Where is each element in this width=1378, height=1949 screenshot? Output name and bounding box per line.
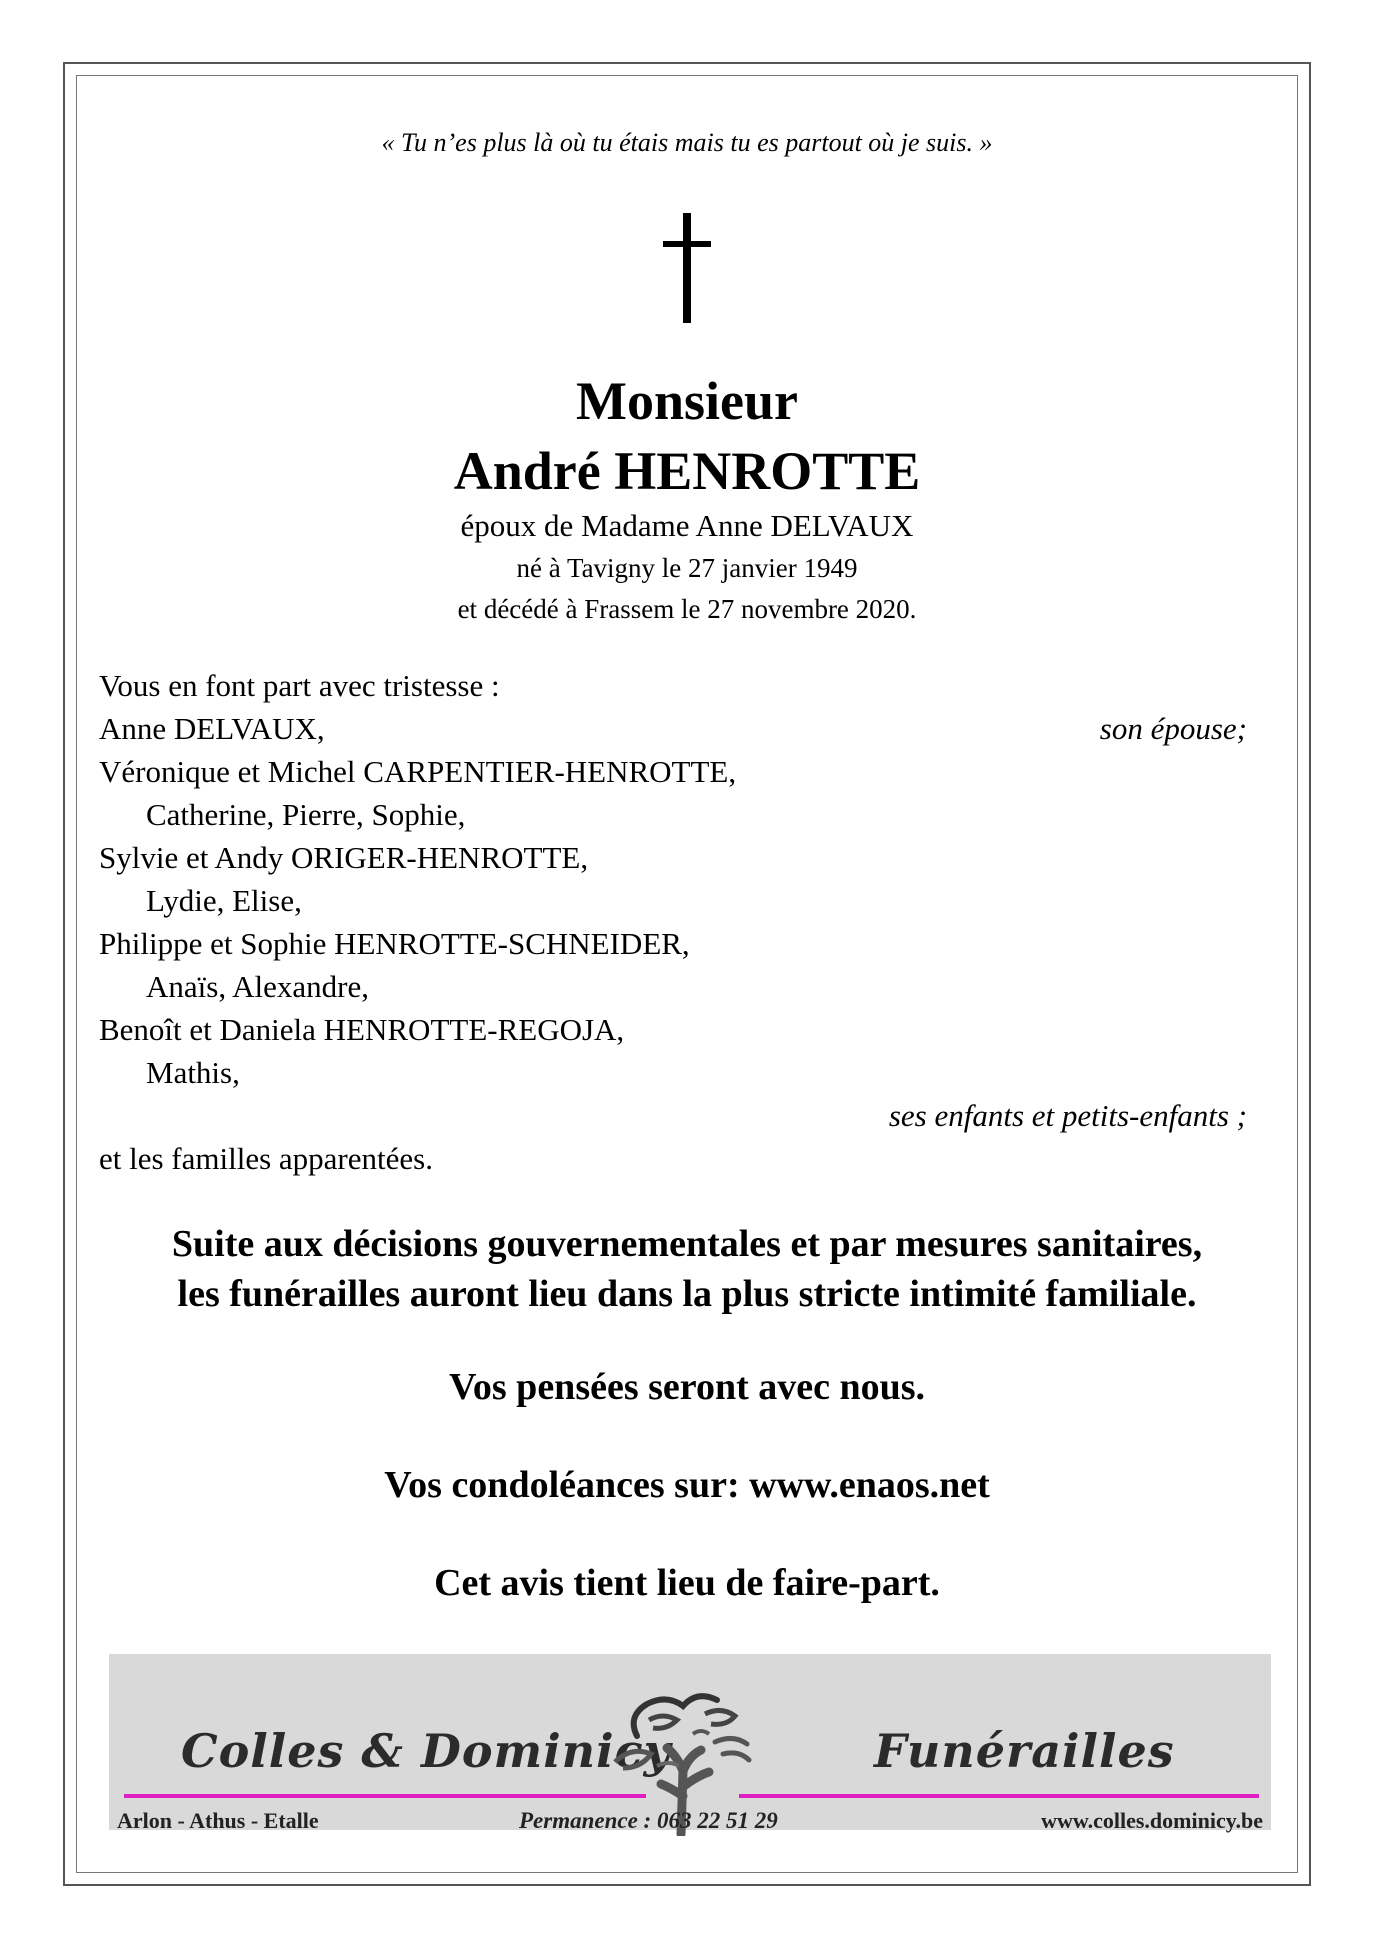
family-spouse-row (99, 707, 1259, 750)
condolences-line: Vos condoléances sur: www.enaos.net (384, 1464, 990, 1506)
grandchildren-line: Lydie, Elise, (146, 883, 302, 918)
permanence-phone: Permanence : 063 22 51 29 (519, 1808, 778, 1833)
family-list (99, 664, 1259, 1180)
grandchildren-line: Catherine, Pierre, Sophie, (146, 797, 466, 832)
opening-quote: « Tu n’es plus là où tu étais mais tu es partout où je suis. » (381, 128, 993, 157)
grandchildren-line: Mathis, (146, 1055, 240, 1090)
spouse-line: époux de Madame Anne DELVAUX (460, 508, 914, 543)
notice-line-1: Suite aux décisions gouvernementales et par mesures sanitaires, (171, 1223, 1203, 1265)
notice-line-2: les funérailles auront lieu dans la plus stricte intimité familiale. (177, 1273, 1197, 1315)
child-couple-line: Philippe et Sophie HENROTTE-SCHNEIDER, (99, 926, 690, 961)
locations: Arlon - Athus - Etalle (117, 1808, 319, 1833)
grandchildren-line: Anaïs, Alexandre, (146, 969, 369, 1004)
website-link[interactable]: www.colles.dominicy.be (1041, 1808, 1263, 1833)
cross-icon (76, 213, 1298, 323)
civility-title: Monsieur (576, 371, 798, 431)
child-couple-line: Véronique et Michel CARPENTIER-HENROTTE, (99, 754, 737, 789)
faire-part-line: Cet avis tient lieu de faire-part. (434, 1562, 940, 1604)
child-couple-line: Sylvie et Andy ORIGER-HENROTTE, (99, 840, 589, 875)
child-couple-line: Benoît et Daniela HENROTTE-REGOJA, (99, 1012, 625, 1047)
family-closing: et les familles apparentées. (99, 1141, 433, 1176)
brand-left: Colles & Dominicy (181, 1724, 672, 1778)
family-intro: Vous en font part avec tristesse : (99, 668, 500, 703)
birth-line: né à Tavigny le 27 janvier 1949 (516, 553, 858, 583)
brand-right: Funérailles (874, 1724, 1175, 1778)
children-role: ses enfants et petits-enfants ; (888, 1098, 1247, 1133)
funeral-home-banner (109, 1654, 1271, 1833)
spouse-name: Anne DELVAUX, (99, 711, 325, 746)
accent-line-right (739, 1794, 1259, 1798)
accent-line-left (124, 1794, 646, 1798)
deceased-name: André HENROTTE (453, 441, 921, 501)
family-members (99, 750, 1259, 1094)
spouse-role: son épouse; (1099, 711, 1247, 746)
death-line: et décédé à Frassem le 27 novembre 2020. (457, 594, 917, 624)
thoughts-line: Vos pensées seront avec nous. (448, 1366, 926, 1408)
